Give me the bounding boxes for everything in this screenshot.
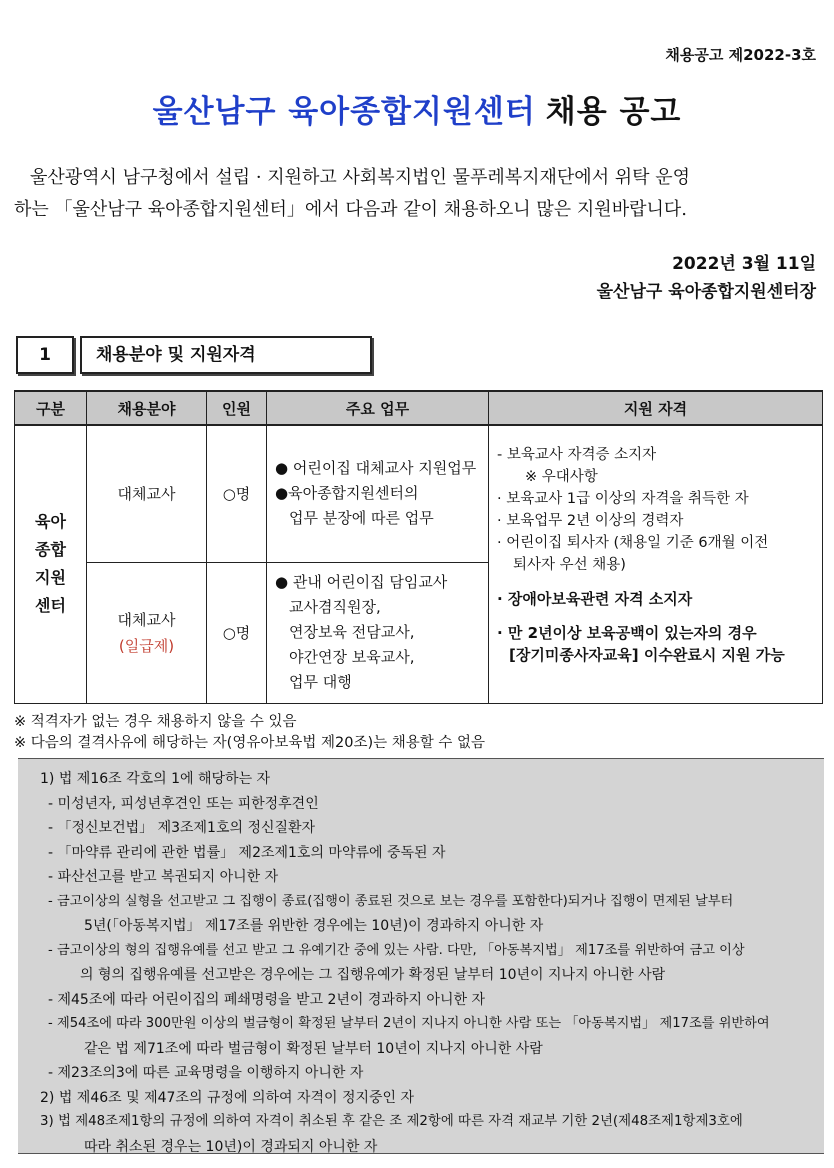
list-item: 1) 법 제16조 각호의 1에 해당하는 자 xyxy=(40,771,271,787)
duty-line: 연장보육 전담교사, xyxy=(289,623,415,641)
duty-line: 업무 대행 xyxy=(289,673,352,691)
count-cell: ○명 xyxy=(207,425,267,562)
intro-line: 하는 「울산남구 육아종합지원센터」에서 다음과 같이 채용하오니 많은 지원바랍니다. xyxy=(14,199,687,220)
page-title xyxy=(0,86,834,131)
notice-number: 채용공고 제2022-3호 xyxy=(665,46,816,64)
notice-issuer: 울산남구 육아종합지원센터장 xyxy=(596,282,816,302)
field-cell xyxy=(87,562,207,703)
notice-date: 2022년 3월 11일 xyxy=(672,254,816,274)
header-category: 구분 xyxy=(15,391,87,425)
recruitment-table xyxy=(14,390,823,704)
field-label: 대체교사 xyxy=(117,610,176,629)
count-cell: ○명 xyxy=(207,562,267,703)
list-item: 의 형의 집행유예를 선고받은 경우에는 그 집행유예가 확정된 날부터 10년이 지나지 아니한 사람 xyxy=(80,967,666,983)
title-org: 울산남구 육아종합지원센터 xyxy=(152,94,536,130)
list-item: - 제54조에 따라 300만원 이상의 벌금형이 확정된 날부터 2년이 지나지 아니한 사람 또는 「아동복지법」 제17조를 위반하여 xyxy=(48,1016,770,1031)
duties-cell xyxy=(267,562,489,703)
qual-line: - 보육교사 자격증 소지자 xyxy=(497,447,657,463)
list-item: - 금고이상의 실형을 선고받고 그 집행이 종료(집행이 종료된 것으로 보는 경우를 포함한다)되거나 집행이 면제된 날부터 xyxy=(48,893,734,909)
list-item: - 파산선고를 받고 복권되지 아니한 자 xyxy=(48,869,279,885)
header-field: 채용분야 xyxy=(87,391,207,425)
disqualification-box xyxy=(18,758,824,1154)
list-item: 5년(「아동복지법」 제17조를 위반한 경우에는 10년)이 경과하지 아니한 자 xyxy=(84,918,544,934)
note-line: ※ 다음의 결격사유에 해당하는 자(영유아보육법 제20조)는 채용할 수 없음 xyxy=(14,735,485,751)
list-item: 따라 취소된 경우는 10년)이 경과되지 아니한 자 xyxy=(84,1138,378,1155)
list-item: 3) 법 제48조제1항의 규정에 의하여 자격이 취소된 후 같은 조 제2항에 따른 자격 재교부 기한 2년(제48조제1항제3호에 xyxy=(40,1114,743,1129)
section-title: 채용분야 및 지원자격 xyxy=(80,336,372,374)
title-recruit: 채용 공고 xyxy=(545,94,682,130)
field-cell: 대체교사 xyxy=(87,425,207,562)
section-number: 1 xyxy=(16,336,74,374)
qualifications-cell xyxy=(489,425,823,703)
duties-cell xyxy=(267,425,489,562)
header-duties: 주요 업무 xyxy=(267,391,489,425)
table-header-row xyxy=(15,391,823,425)
intro-line: 울산광역시 남구청에서 설립 · 지원하고 사회복지법인 물푸레복지재단에서 위탁 운영 xyxy=(30,167,691,188)
category-line: 육아 xyxy=(35,512,66,532)
duty-line: ●육아종합지원센터의 xyxy=(275,484,419,503)
list-item: - 「정신보건법」 제3조제1호의 정신질환자 xyxy=(48,820,316,836)
category-line: 센터 xyxy=(35,596,66,616)
qual-line: · 보육교사 1급 이상의 자격을 취득한 자 xyxy=(497,491,749,507)
list-item: - 금고이상의 형의 집행유예를 선고 받고 그 유예기간 중에 있는 사람. 다만, 「아동복지법」 제17조를 위반하여 금고 이상 xyxy=(48,942,745,958)
list-item: - 제23조의3에 따른 교육명령을 이행하지 아니한 자 xyxy=(48,1065,364,1081)
category-cell xyxy=(15,425,87,703)
qual-line: · 어린이집 퇴사자 (채용일 기준 6개월 이전 xyxy=(497,535,769,551)
list-item: - 미성년자, 피성년후견인 또는 피한정후견인 xyxy=(48,795,319,812)
qual-line: · 보육업무 2년 이상의 경력자 xyxy=(497,513,684,529)
qual-line: 퇴사자 우선 채용) xyxy=(513,557,626,573)
duty-line: 업무 분장에 따른 업무 xyxy=(289,509,434,528)
note-line: ※ 적격자가 없는 경우 채용하지 않을 수 있음 xyxy=(14,714,297,730)
list-item: - 제45조에 따라 어린이집의 폐쇄명령을 받고 2년이 경과하지 아니한 자 xyxy=(48,991,485,1008)
list-item: 같은 법 제71조에 따라 벌금형이 확정된 날부터 10년이 지나지 아니한 사람 xyxy=(84,1040,543,1057)
list-item: 2) 법 제46조 및 제47조의 규정에 의하여 자격이 정지중인 자 xyxy=(40,1089,415,1106)
field-sublabel: (일급제) xyxy=(118,636,175,655)
qual-line: · 만 2년이상 보육공백이 있는자의 경우 xyxy=(497,624,757,642)
table-row xyxy=(15,425,823,562)
duty-line: ● 관내 어린이집 담임교사 xyxy=(275,573,448,591)
intro-paragraph xyxy=(14,162,816,226)
category-line: 지원 xyxy=(35,568,66,588)
qual-line: · 장애아보육관련 자격 소지자 xyxy=(497,590,693,608)
header-count: 인원 xyxy=(207,391,267,425)
duty-line: ● 어린이집 대체교사 지원업무 xyxy=(275,459,477,478)
list-item: - 「마약류 관리에 관한 법률」 제2조제1호의 마약류에 중독된 자 xyxy=(48,844,446,861)
qual-line: [장기미종사자교육] 이수완료시 지원 가능 xyxy=(509,646,785,664)
header-qualifications: 지원 자격 xyxy=(489,391,823,425)
duty-line: 교사겸직원장, xyxy=(289,598,381,616)
qual-line: ※ 우대사항 xyxy=(525,469,598,485)
duty-line: 야간연장 보육교사, xyxy=(289,648,415,666)
category-line: 종합 xyxy=(35,540,66,560)
